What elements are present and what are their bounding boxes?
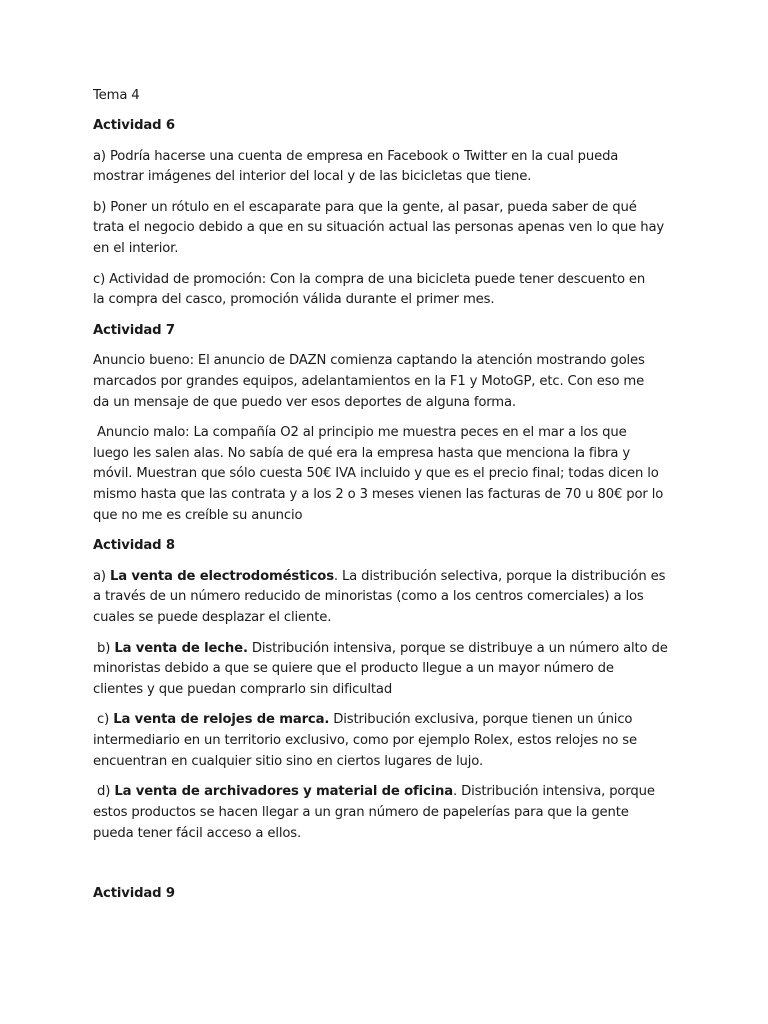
answer-rest: Distribución intensiva, porque se distribuye a un número alto de <box>247 640 668 656</box>
activity-8-answer-b <box>93 639 683 701</box>
answer-line: a) Podría hacerse una cuenta de empresa en Facebook o Twitter en la cual pueda <box>93 148 619 164</box>
answer-line: intermediario en un territorio exclusivo, como por ejemplo Rolex, estos relojes no se <box>93 733 637 749</box>
answer-bold-term: La venta de archivadores y material de oficina <box>114 784 454 800</box>
answer-line: mostrar imágenes del interior del local y de las bicicletas que tiene. <box>93 169 532 185</box>
answer-line: que no me es creíble su anuncio <box>93 508 303 524</box>
answer-rest: Distribución exclusiva, porque tienen un único <box>329 712 633 728</box>
answer-first-line <box>93 782 683 803</box>
activity-6-answer-c <box>93 270 683 312</box>
answer-prefix: c) <box>93 712 114 728</box>
document-page <box>93 86 683 915</box>
topic-title <box>93 86 683 107</box>
answer-line: c) Actividad de promoción: Con la compra de una bicicleta puede tener descuento en <box>93 271 646 287</box>
answer-line: trata el negocio debido a que en su situación actual las personas apenas ven lo que hay <box>93 220 665 236</box>
activity-6-answer-b <box>93 198 683 260</box>
answer-first-line <box>93 639 683 660</box>
activity-8-answer-d <box>93 782 683 844</box>
answer-line: luego les salen alas. No sabía de qué era la empresa hasta que menciona la fibra y <box>93 445 631 461</box>
answer-rest: . La distribución selectiva, porque la distribución es <box>333 568 666 584</box>
answer-bold-term: La venta de leche. <box>114 640 248 656</box>
answer-bold-term: La venta de electrodomésticos <box>109 568 334 584</box>
answer-prefix: b) <box>93 640 115 656</box>
answer-line: estos productos se hacen llegar a un gran número de papelerías para que la gente <box>93 805 629 821</box>
answer-line: móvil. Muestran que sólo cuesta 50€ IVA incluido y que es el precio final; todas dicen lo <box>93 466 659 482</box>
answer-line: minoristas debido a que se quiere que el producto llegue a un mayor número de <box>93 661 614 677</box>
activity-7-heading: Actividad 7 <box>93 322 175 338</box>
answer-line: pueda tener fácil acceso a ellos. <box>93 825 302 841</box>
activity-6-answer-a <box>93 147 683 189</box>
answer-line: Anuncio bueno: El anuncio de DAZN comienza captando la atención mostrando goles <box>93 352 645 368</box>
answer-first-line <box>93 567 683 588</box>
activity-8-answer-a <box>93 567 683 629</box>
activity-7-bad-ad <box>93 423 683 527</box>
activity-7-good-ad <box>93 351 683 413</box>
answer-line: Anuncio malo: La compañía O2 al principio me muestra peces en el mar a los que <box>93 424 627 440</box>
answer-line: la compra del casco, promoción válida durante el primer mes. <box>93 292 495 308</box>
activity-6-heading: Actividad 6 <box>93 118 175 134</box>
answer-line: a través de un número reducido de minoristas (como a los centros comerciales) a los <box>93 589 644 605</box>
answer-first-line <box>93 710 683 731</box>
answer-line: marcados por grandes equipos, adelantamientos en la F1 y MotoGP, etc. Con eso me <box>93 373 645 389</box>
topic-text: Tema 4 <box>93 88 140 103</box>
answer-line: cuales se puede desplazar el cliente. <box>93 610 332 626</box>
answer-rest: . Distribución intensiva, porque <box>453 784 655 800</box>
answer-bold-term: La venta de relojes de marca. <box>113 712 330 728</box>
answer-line: mismo hasta que las contrata y a los 2 o 3 meses vienen las facturas de 70 u 80€ por lo <box>93 487 664 503</box>
answer-line: en el interior. <box>93 241 179 257</box>
answer-line: b) Poner un rótulo en el escaparate para que la gente, al pasar, pueda saber de qué <box>93 199 637 215</box>
answer-prefix: d) <box>93 784 115 800</box>
activity-8-heading: Actividad 8 <box>93 538 175 554</box>
blank-spacer <box>93 854 683 884</box>
activity-9-heading: Actividad 9 <box>93 886 175 902</box>
answer-line: clientes y que puedan comprarlo sin dificultad <box>93 682 393 698</box>
activity-8-answer-c <box>93 710 683 772</box>
answer-line: da un mensaje de que puedo ver esos deportes de alguna forma. <box>93 394 516 410</box>
answer-line: encuentran en cualquier sitio sino en ciertos lugares de lujo. <box>93 754 483 770</box>
answer-prefix: a) <box>93 568 110 584</box>
